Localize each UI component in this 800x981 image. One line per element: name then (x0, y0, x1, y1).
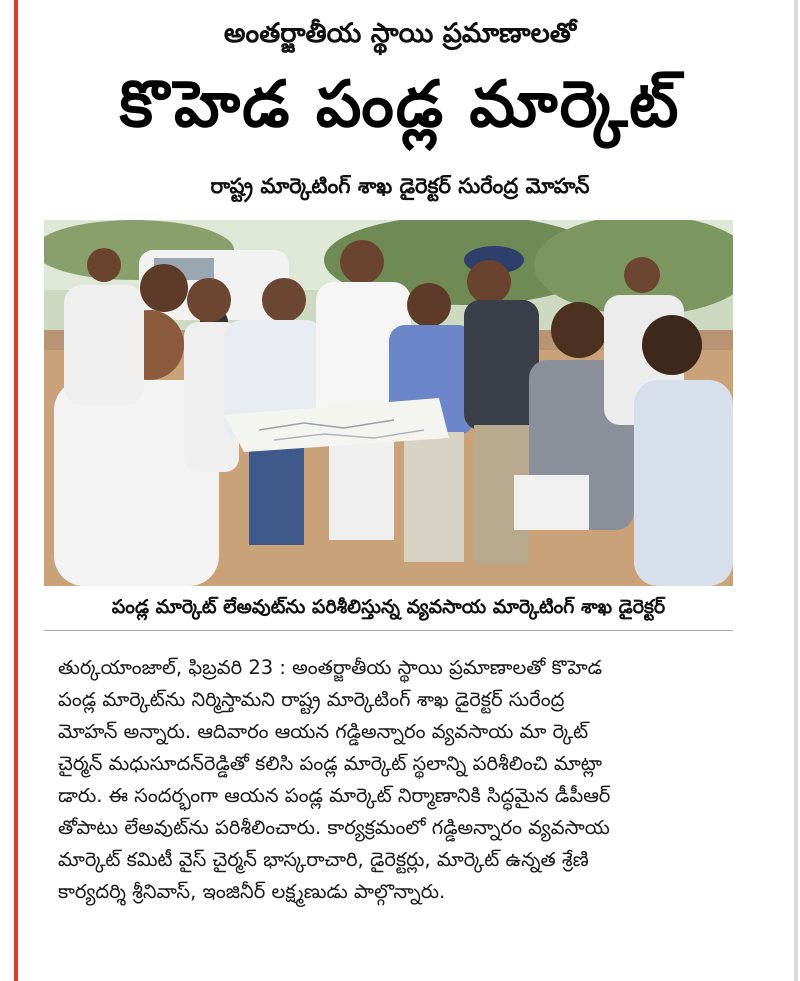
body-line: మార్కెట్ కమిటీ వైస్ చైర్మన్ భాస్కరాచారి, డైరెక్టర్లు, మార్కెట్ ఉన్నత శ్రేణి (58, 848, 589, 871)
body-line: పండ్ల మార్కెట్‌ను నిర్మిస్తామని రాష్ట్ర మార్కెటింగ్ శాఖ డైరెక్టర్ సురేంద్ర (58, 688, 565, 711)
article-body (58, 652, 730, 908)
body-line: తోపాటు లేఅవుట్‌ను పరిశీలించారు. కార్యక్రమంలో గడ్డిఅన్నారం వ్యవసాయ (58, 816, 610, 839)
body-line: మోహన్ అన్నారు. ఆదివారం ఆయన గడ్డిఅన్నారం వ్యవసాయ మా ర్కెట్ (58, 720, 589, 743)
article-headline: కొహెడ పండ్ల మార్కెట్ (119, 68, 681, 142)
body-line: చైర్మన్ మధుసూదన్‌రెడ్డితో కలిసి పండ్ల మార్కెట్ స్థలాన్ని పరిశీలించి మాట్లా (58, 752, 603, 775)
body-line: తుర్కయాంజాల్, ఫిబ్రవరి 23 : అంతర్జాతీయ స్థాయి ప్రమాణాలతో కొహెడ (58, 656, 603, 679)
caption-divider (44, 630, 733, 631)
body-line: డారు. ఈ సందర్భంగా ఆయన పండ్ల మార్కెట్ నిర్మాణానికి సిద్ధమైన డీపీఆర్ (58, 784, 611, 807)
photo-caption: పండ్ల మార్కెట్ లేఅవుట్‌ను పరిశీలిస్తున్న వ్యవసాయ మార్కెటింగ్ శాఖ డైరెక్టర్ (111, 596, 666, 618)
article-kicker: అంతర్జాతీయ స్థాయి ప్రమాణాలతో (223, 18, 577, 49)
article-subhead: రాష్ట్ర మార్కెటింగ్ శాఖ డైరెక్టర్ సురేంద్ర మోహన్ (210, 174, 590, 198)
news-photo (44, 220, 733, 586)
body-line: కార్యదర్శి శ్రీనివాస్, ఇంజినీర్ లక్ష్మణుడు పాల్గొన్నారు. (58, 880, 446, 903)
